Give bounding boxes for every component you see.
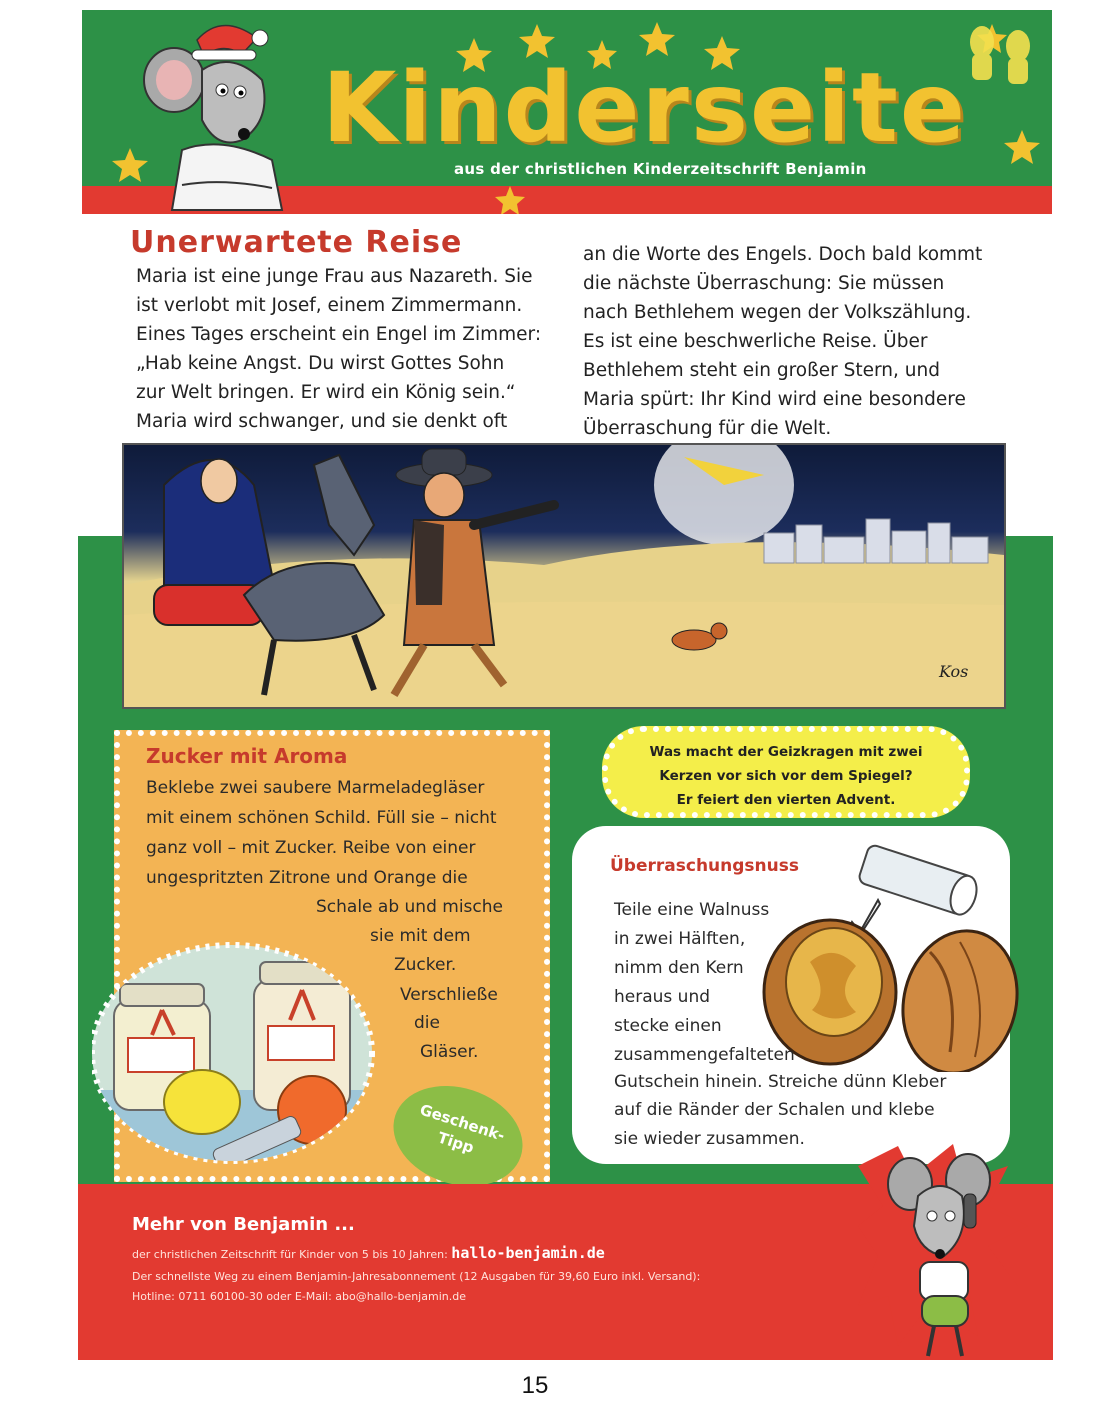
tip-text-line: ganz voll – mit Zucker. Reibe von einer bbox=[146, 838, 476, 858]
story-text-column-1: Maria ist eine junge Frau aus Nazareth. Sie ist verlobt mit Josef, einem Zimmermann. Eines Tages erscheint ein Engel im Zimmer: „Hab keine Angst. Du wirst Gottes Sohn zur Welt bringen. Er wird ein König sein.“ Maria wird schwanger, und sie denkt oft bbox=[136, 266, 542, 432]
header-banner bbox=[82, 10, 1052, 214]
nut-text-line: nimm den Kern bbox=[614, 958, 744, 978]
footer-subscription-line: Der schnellste Weg zu einem Benjamin-Jahresabonnement (12 Ausgaben für 39,60 Euro inkl. Versand): bbox=[132, 1270, 701, 1283]
nut-title: Überraschungsnuss bbox=[610, 856, 799, 876]
illustration-signature: Kos bbox=[939, 662, 969, 681]
nut-text-line: Teile eine Walnuss bbox=[614, 900, 770, 920]
badge-label: Geschenk- Tipp bbox=[417, 1100, 507, 1157]
jars-lemon-orange-illustration bbox=[92, 940, 392, 1166]
tip-text-line: mit einem schönen Schild. Füll sie – nicht bbox=[146, 808, 497, 828]
tip-text-line: Schale ab und mische bbox=[316, 897, 503, 917]
story-text-column-2: an die Worte des Engels. Doch bald kommt die nächste Überraschung: Sie müssen nach Bethlehem wegen der Volkszählung. Es ist eine beschwerliche Reise. Über Bethlehem steht ein großer Stern, und Maria spürt: Ihr Kind wird eine besondere Überraschung für die Welt. bbox=[583, 244, 983, 439]
mouse-mascot-icon bbox=[122, 10, 322, 214]
footer-website-link[interactable]: hallo-benjamin.de bbox=[451, 1244, 605, 1262]
nut-text-line: heraus und bbox=[614, 987, 711, 1007]
page-number: 15 bbox=[521, 1372, 549, 1399]
footer-title: Mehr von Benjamin ... bbox=[132, 1214, 355, 1235]
tip-text-line: Gläser. bbox=[420, 1042, 479, 1062]
nut-text-line: stecke einen bbox=[614, 1016, 722, 1036]
nut-text-line: auf die Ränder der Schalen und klebe bbox=[614, 1100, 935, 1120]
footer-contact-line: Hotline: 0711 60100-30 oder E-Mail: abo@hallo-benjamin.de bbox=[132, 1290, 466, 1303]
nut-text-line: in zwei Hälften, bbox=[614, 929, 746, 949]
tip-text-line: Beklebe zwei saubere Marmeladegläser bbox=[146, 778, 485, 798]
riddle-text: Was macht der Geizkragen mit zwei Kerzen vor sich vor dem Spiegel? Er feiert den vierten Advent. bbox=[649, 744, 923, 808]
nut-text-line: Gutschein hinein. Streiche dünn Kleber bbox=[614, 1072, 947, 1092]
phone-mouse-mascot-icon bbox=[858, 1136, 1028, 1366]
footer-magazine-description: der christlichen Zeitschrift für Kinder von 5 bis 10 Jahren: bbox=[132, 1248, 448, 1261]
nut-text-line: zusammengefalteten bbox=[614, 1045, 795, 1065]
journey-scene-image bbox=[124, 445, 1004, 707]
tip-text-line: Verschließe bbox=[400, 985, 498, 1005]
tip-text-line: die bbox=[414, 1013, 440, 1033]
page-title: Kinderseite bbox=[322, 52, 967, 164]
tip-text-line: sie mit dem bbox=[370, 926, 471, 946]
tip-text-line: Zucker. bbox=[394, 955, 457, 975]
story-title: Unerwartete Reise bbox=[130, 225, 463, 260]
riddle-box bbox=[602, 726, 970, 818]
walnut-illustration bbox=[760, 842, 1020, 1072]
nut-text-line: sie wieder zusammen. bbox=[614, 1129, 805, 1149]
header-subtitle: aus der christlichen Kinderzeitschrift Benjamin bbox=[454, 160, 867, 178]
footer-info-line bbox=[132, 1244, 605, 1262]
nativity-journey-illustration bbox=[122, 443, 1006, 709]
tip-title: Zucker mit Aroma bbox=[146, 744, 348, 768]
tip-text-line: ungespritzten Zitrone und Orange die bbox=[146, 868, 468, 888]
